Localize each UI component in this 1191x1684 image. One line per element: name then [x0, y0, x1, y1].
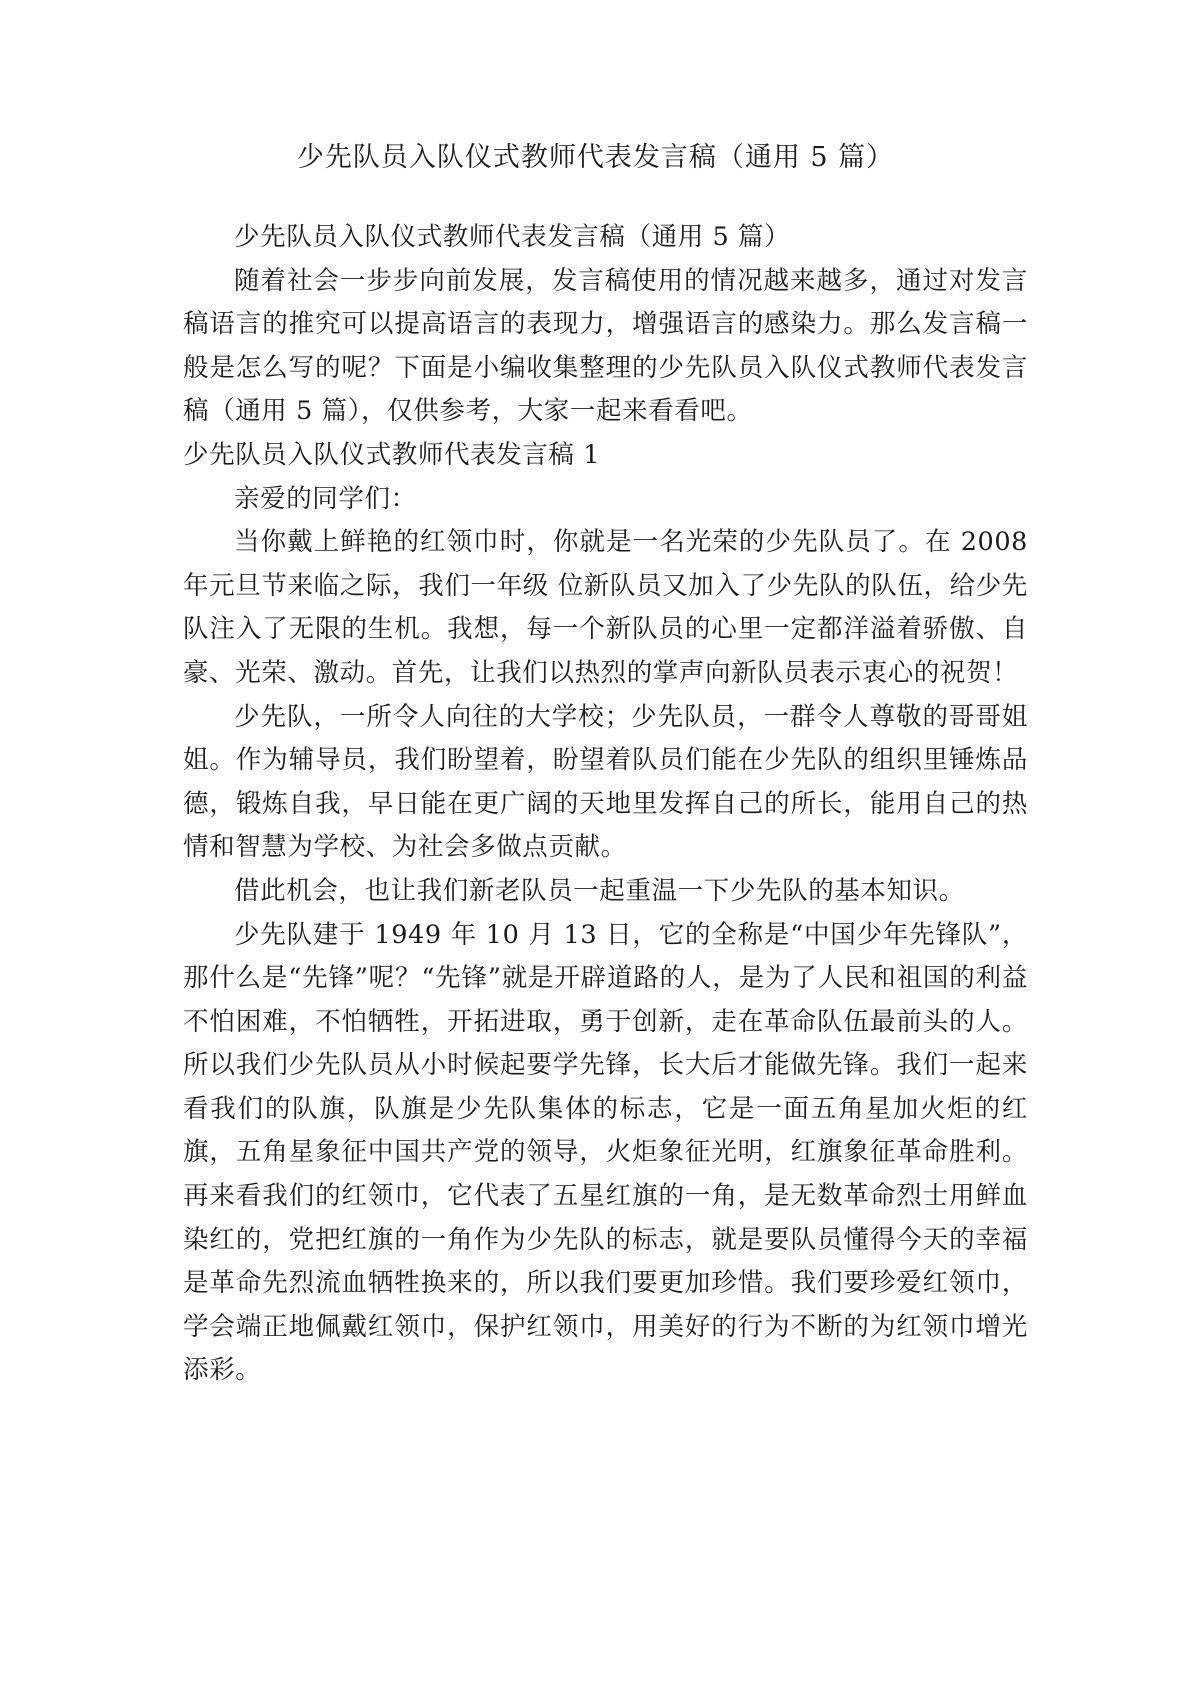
paragraph-body: 借此机会，也让我们新老队员一起重温一下少先队的基本知识。: [234, 875, 965, 906]
paragraph-intro: 随着社会一步步向前发展，发言稿使用的情况越来越多，通过对发言稿语言的推究可以提高语言的表现力，增强语言的感染力。那么发言稿一般是怎么写的呢？下面是小编收集整理的少先队员入队仪式教师代表发言稿（通用 5 篇），仅供参考，大家一起来看看吧。: [183, 265, 1028, 427]
paragraph-greeting: 亲爱的同学们：: [234, 483, 417, 514]
paragraph-body: 当你戴上鲜艳的红领巾时，你就是一名光荣的少先队员了。在 2008 年元旦节来临之际，我们一年级 位新队员又加入了少先队的队伍，给少先队注入了无限的生机。我想，每一个新队员的心里一定都洋溢着骄傲、自豪、光荣、激动。首先，让我们以热烈的掌声向新队员表示衷心的祝贺！: [183, 527, 1028, 688]
section-heading: 少先队员入队仪式教师代表发言稿 1: [183, 439, 601, 470]
paragraph-subtitle: 少先队员入队仪式教师代表发言稿（通用 5 篇）: [234, 222, 791, 252]
document-body: [183, 216, 1028, 1393]
document-title: 少先队员入队仪式教师代表发言稿（通用 5 篇）: [296, 142, 895, 173]
paragraph-body: 少先队，一所令人向往的大学校；少先队员，一群令人尊敬的哥哥姐姐。作为辅导员，我们盼望着，盼望着队员们能在少先队的组织里锤炼品德，锻炼自我，早日能在更广阔的天地里发挥自己的所长，能用自己的热情和智慧为学校、为社会多做点贡献。: [183, 701, 1028, 863]
paragraph-body: 少先队建于 1949 年 10 月 13 日，它的全称是“中国少年先锋队”，那什么是“先锋”呢？“先锋”就是开辟道路的人，是为了人民和祖国的利益不怕困难，不怕牺牲，开拓进取，勇于创新，走在革命队伍最前头的人。所以我们少先队员从小时候起要学先锋，长大后才能做先锋。我们一起来看我们的队旗，队旗是少先队集体的标志，它是一面五角星加火炬的红旗，五角星象征中国共产党的领导，火炬象征光明，红旗象征革命胜利。再来看我们的红领巾，它代表了五星红旗的一角，是无数革命烈士用鲜血染红的，党把红旗的一角作为少先队的标志，就是要队员懂得今天的幸福是革命先烈流血牺牲换来的，所以我们要更加珍惜。我们要珍爱红领巾，学会端正地佩戴红领巾，保护红领巾，用美好的行为不断的为红领巾增光添彩。: [183, 919, 1028, 1386]
